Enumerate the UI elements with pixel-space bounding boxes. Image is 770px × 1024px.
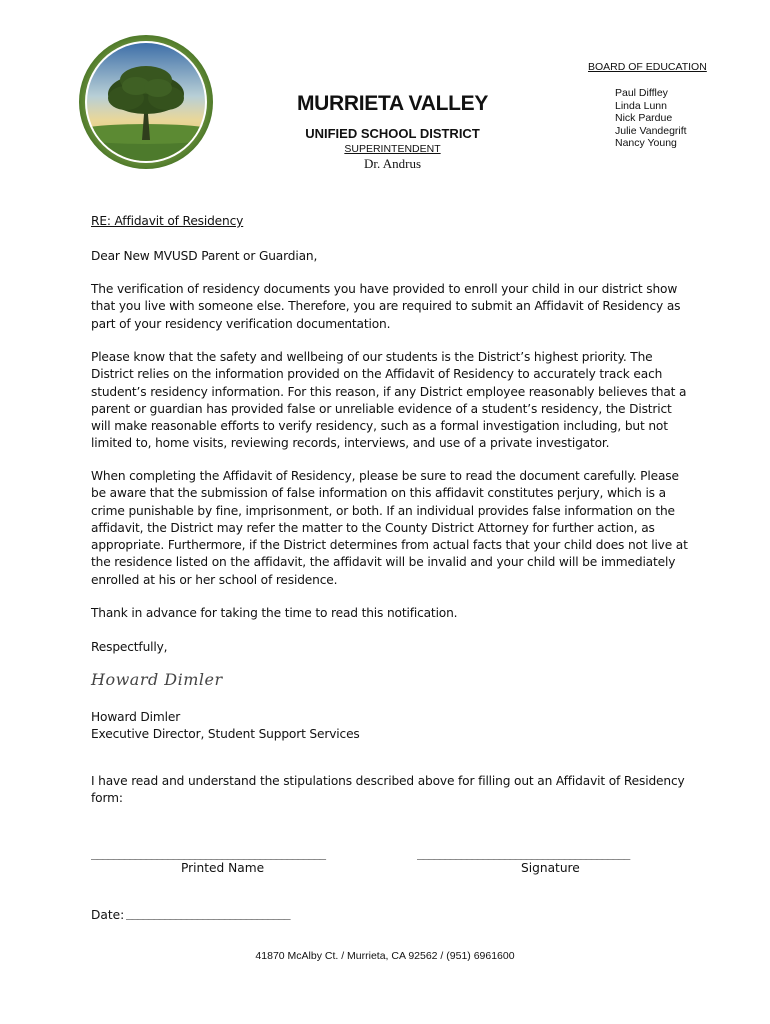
- board-member: Nancy Young: [615, 137, 677, 149]
- board-member: Julie Vandegrift: [615, 124, 687, 137]
- paragraph-verification: The verification of residency documents you have provided to enroll your child in our district show that you live with someone else. Therefore, you are required to submit an Affidavit of Residency as part of your residency verification documentation.: [91, 282, 681, 331]
- oak-tree-logo-icon: [78, 34, 214, 170]
- board-member: Paul Diffley: [615, 87, 668, 99]
- signature-label: Signature: [521, 861, 580, 875]
- date-label: Date:: [91, 908, 125, 922]
- closing: Respectfully,: [91, 640, 168, 654]
- paragraph-thanks: Thank in advance for taking the time to read this notification.: [91, 606, 458, 620]
- superintendent-label: SUPERINTENDENT: [344, 143, 441, 155]
- signer-name: Howard Dimler: [91, 710, 181, 724]
- printed-name-label: Printed Name: [181, 861, 265, 875]
- signature-image: Howard Dimler: [91, 670, 223, 689]
- board-members-list: [615, 87, 687, 150]
- signer-title: Executive Director, Student Support Services: [91, 727, 360, 741]
- date-field[interactable]: ______________________________: [126, 906, 289, 920]
- paragraph-perjury: When completing the Affidavit of Residency, please be sure to read the document carefully. Please be aware that the submission of false information on this affidavit constitutes perjury, which is a crime punishable by fine, imprisonment, or both. If an individual provides false information on the affidavit, the District may refer the matter to the County District Attorney for further action, as appropriate. Furthermore, if the District determines from actual facts that your child does not live at the residence listed on the affidavit, the affidavit will be invalid and your child will be immediately enrolled at his or her school of residence.: [91, 469, 688, 587]
- district-logo: [78, 34, 214, 170]
- signature-field[interactable]: _______________________________________: [417, 846, 629, 860]
- printed-name-field[interactable]: ___________________________________________: [91, 846, 325, 860]
- footer-address: 41870 McAlby Ct. / Murrieta, CA 92562 / (951) 6961600: [255, 950, 515, 962]
- board-member: Linda Lunn: [615, 99, 667, 112]
- acknowledgement-statement: I have read and understand the stipulations described above for filling out an Affidavit of Residency form:: [91, 774, 685, 806]
- board-of-education-label: BOARD OF EDUCATION: [588, 61, 707, 73]
- re-line: RE: Affidavit of Residency: [91, 214, 244, 228]
- board-member: Nick Pardue: [615, 112, 673, 124]
- superintendent-name: Dr. Andrus: [363, 156, 422, 171]
- district-title: MURRIETA VALLEY: [296, 92, 489, 115]
- district-subtitle: UNIFIED SCHOOL DISTRICT: [305, 126, 480, 141]
- greeting: Dear New MVUSD Parent or Guardian,: [91, 249, 318, 263]
- paragraph-safety: Please know that the safety and wellbeing of our students is the District’s highest priority. The District relies on the information provided on the Affidavit of Residency to accurately track each student’s residency information. For this reason, if any District employee reasonably believes that a parent or guardian has provided false or unreliable evidence of a student’s residency, the District will make reasonable efforts to verify residency, such as a formal investigation including, but not limited to, home visits, reviewing records, interviews, and use of a private investigator.: [91, 350, 687, 451]
